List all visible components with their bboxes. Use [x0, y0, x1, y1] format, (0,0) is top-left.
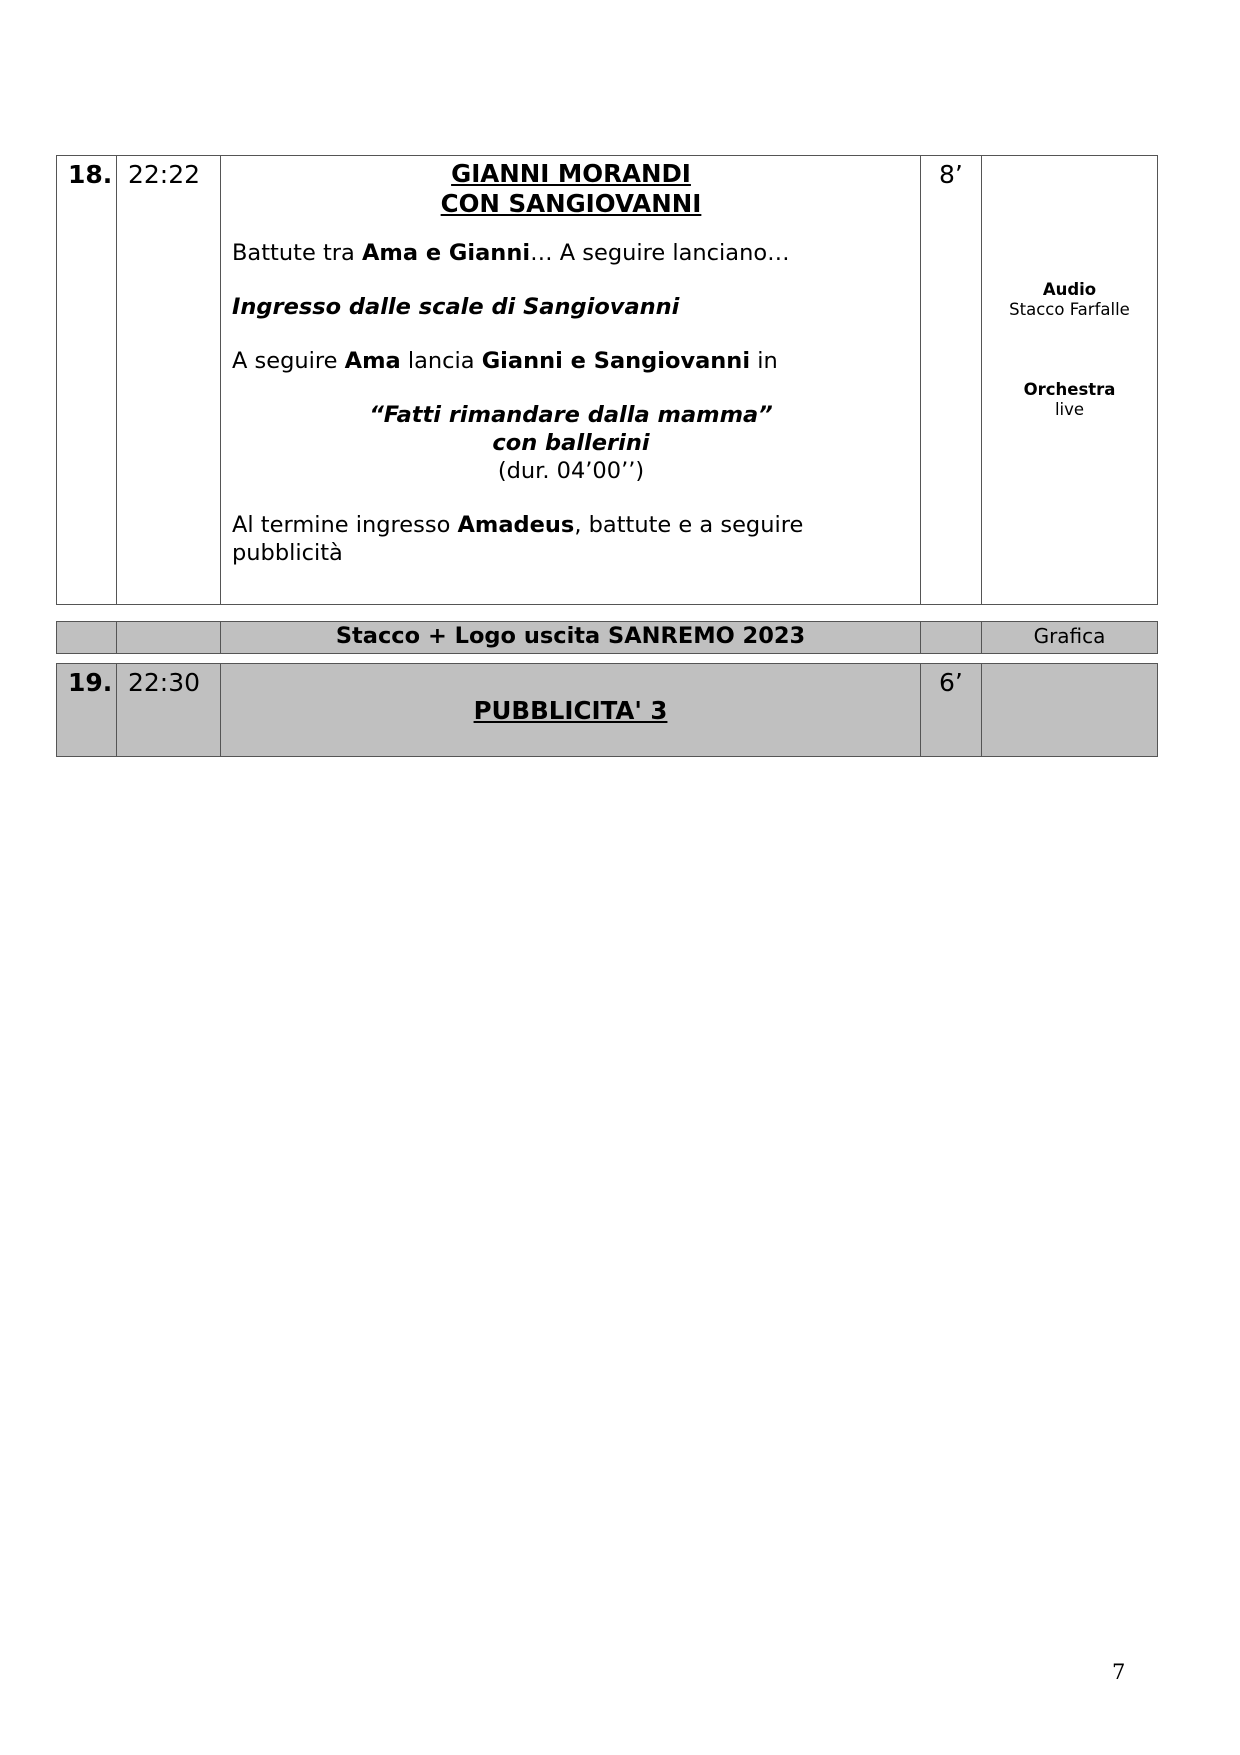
- row-18-number-cell: [57, 156, 117, 605]
- stacco-number-cell: [57, 622, 117, 654]
- row-18-table: [56, 155, 1158, 605]
- row-18-time-cell: [117, 156, 221, 605]
- row-18-paragraph-3: A seguire Ama lancia Gianni e Sangiovanni in: [232, 348, 778, 374]
- stacco-notes-cell: [982, 622, 1158, 654]
- row-19-number-cell: [57, 664, 117, 757]
- row-19-table: [56, 663, 1158, 757]
- row-19-duration-cell: [921, 664, 982, 757]
- stacco-time-cell: [117, 622, 221, 654]
- row-18-number: 18.: [68, 160, 113, 189]
- stacco-note: Grafica: [1033, 624, 1106, 648]
- note-orchestra-text: live: [1054, 400, 1085, 419]
- page-number: 7: [1112, 1660, 1126, 1684]
- stacco-content-cell: [221, 622, 921, 654]
- row-19-time: 22:30: [128, 668, 201, 697]
- note-orchestra-title: Orchestra: [1023, 380, 1116, 399]
- row-18-song-block: [232, 401, 910, 485]
- row-19-notes-cell: [982, 664, 1158, 757]
- row-18-time: 22:22: [128, 160, 201, 189]
- row-18-duration: 8’: [939, 160, 963, 189]
- note-audio-title: Audio: [1042, 280, 1097, 299]
- row-18-content-cell: [221, 156, 921, 605]
- note-audio-text: Stacco Farfalle: [1009, 300, 1130, 319]
- row-18-paragraph-4: Al termine ingresso Amadeus, battute e a seguire pubblicità: [232, 512, 804, 566]
- row-19-time-cell: [117, 664, 221, 757]
- row-19-title: PUBBLICITA' 3: [473, 696, 668, 725]
- row-18-duration-cell: [921, 156, 982, 605]
- row-18-note-audio: [982, 280, 1157, 320]
- row-19-content-cell: [221, 664, 921, 757]
- row-18-song-duration: (dur. 04’00’’): [497, 458, 645, 484]
- row-18-note-orchestra: [982, 380, 1157, 420]
- row-18-notes-cell: [982, 156, 1158, 605]
- row-18-paragraph-2: Ingresso dalle scale di Sangiovanni: [232, 294, 680, 320]
- row-18-title-line1: GIANNI MORANDI: [451, 159, 691, 188]
- stacco-duration-cell: [921, 622, 982, 654]
- stacco-text: Stacco + Logo uscita SANREMO 2023: [335, 623, 806, 649]
- row-18-title-line2: CON SANGIOVANNI: [440, 189, 702, 218]
- stacco-table: [56, 621, 1158, 654]
- row-18-song-sub: con ballerini: [492, 430, 650, 456]
- row-19-duration: 6’: [939, 668, 963, 697]
- row-18-song-title: “Fatti rimandare dalla mamma”: [369, 402, 773, 428]
- row-18-paragraph-1: Battute tra Ama e Gianni… A seguire lanciano…: [232, 240, 790, 266]
- row-19-number: 19.: [68, 668, 113, 697]
